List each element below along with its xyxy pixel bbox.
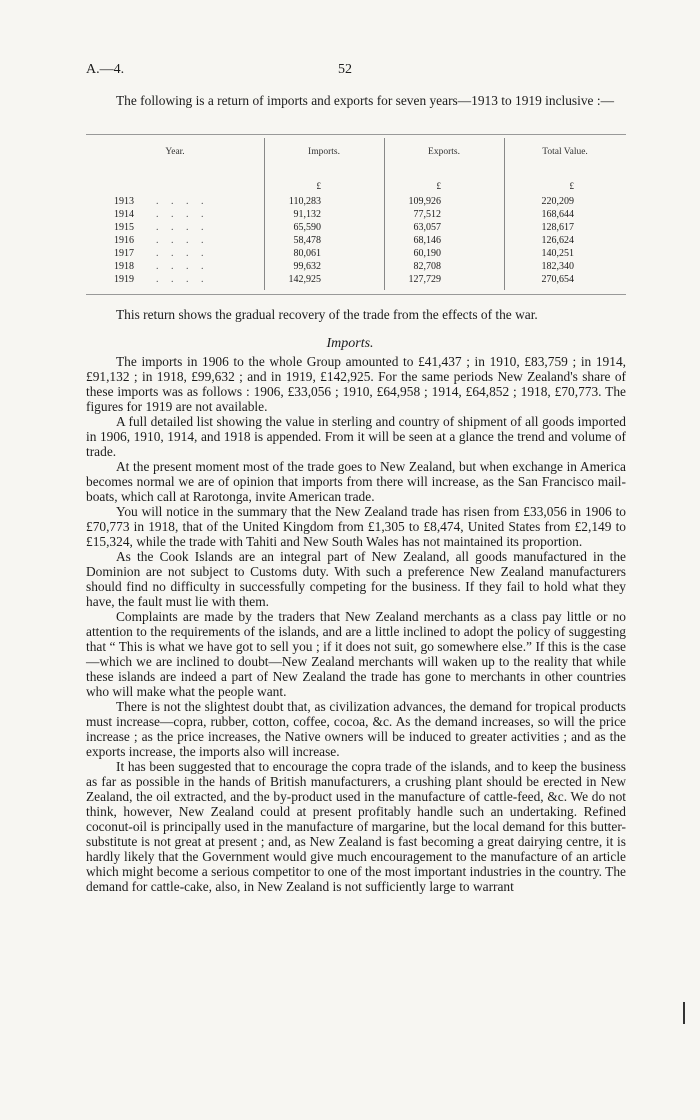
table-row — [86, 235, 626, 247]
table-top-rule — [86, 134, 626, 135]
table-row — [86, 222, 626, 234]
row-total: 182,340 — [541, 261, 574, 272]
row-total: 140,251 — [541, 248, 574, 259]
row-leader: . . . . — [156, 274, 209, 285]
page-number: 52 — [338, 62, 352, 77]
row-exports: 68,146 — [413, 235, 441, 246]
row-total: 126,624 — [541, 235, 574, 246]
row-leader: . . . . — [156, 209, 209, 220]
paragraph: The imports in 1906 to the whole Group amounted to £41,437 ; in 1910, £83,759 ; in 1914, £91,132 ; in 1918, £99,632 ; and in 1919, £142,925. For the same periods New Zealand's share of these imports was as follows : 1906, £33,056 ; 1910, £64,958 ; 1914, £64,852 ; 1918, £70,773. The figures for 1919 are not available. — [86, 354, 626, 414]
row-leader: . . . . — [156, 261, 209, 272]
table-row — [86, 196, 626, 208]
row-leader: . . . . — [156, 222, 209, 233]
paragraph: At the present moment most of the trade goes to New Zealand, but when exchange in America becomes normal we are of opinion that imports from there will increase, as the San Francisco mail-boats, which call at Rarotonga, invite American trade. — [86, 459, 626, 504]
row-imports: 58,478 — [293, 235, 321, 246]
row-year: 1915 — [114, 222, 134, 233]
row-year: 1917 — [114, 248, 134, 259]
unit-exports: £ — [436, 181, 441, 191]
header-imports: Imports. — [308, 147, 340, 157]
imports-body — [86, 354, 626, 894]
intro-text: The following is a return of imports and exports for seven years—1913 to 1919 inclusive :— — [116, 93, 614, 108]
trade-table — [86, 134, 626, 298]
row-leader: . . . . — [156, 196, 209, 207]
row-leader: . . . . — [156, 235, 209, 246]
row-year: 1913 — [114, 196, 134, 207]
row-exports: 82,708 — [413, 261, 441, 272]
table-bottom-rule — [86, 294, 626, 295]
paragraph: As the Cook Islands are an integral part of New Zealand, all goods manufactured in the Dominion are not subject to Customs duty. With such a preference New Zealand manufacturers should find no difficulty in successfully competing for the business. If they fail to hold what they have, the fault must lie with them. — [86, 549, 626, 609]
paragraph: There is not the slightest doubt that, as civilization advances, the demand for tropical products must increase—copra, rubber, cotton, coffee, cocoa, &c. As the demand increases, so will the price increase ; as the price increases, the Native owners will be induced to greater activities ; and as the exports increase, the imports also will increase. — [86, 699, 626, 759]
table-row — [86, 209, 626, 221]
row-year: 1919 — [114, 274, 134, 285]
row-year: 1914 — [114, 209, 134, 220]
row-total: 168,644 — [541, 209, 574, 220]
row-exports: 109,926 — [408, 196, 441, 207]
table-row — [86, 261, 626, 273]
unit-imports: £ — [316, 181, 321, 191]
table-row — [86, 274, 626, 286]
row-exports: 77,512 — [413, 209, 441, 220]
row-total: 128,617 — [541, 222, 574, 233]
row-imports: 91,132 — [293, 209, 321, 220]
row-imports: 110,283 — [288, 196, 321, 207]
recovery-note: This return shows the gradual recovery of the trade from the effects of the war. — [116, 307, 538, 322]
row-year: 1918 — [114, 261, 134, 272]
paragraph: Complaints are made by the traders that New Zealand merchants as a class pay little or no attention to the requirements of the islands, and are a little inclined to adopt the policy of suggesting that “ This is what we have got to sell you ; if it does not suit, go somewhere else.” If this is the case—which we are inclined to doubt—New Zealand merchants will waken up to the reality that while these islands are indeed a part of New Zealand the trade has gone to merchants in other countries who will make what the people want. — [86, 609, 626, 699]
section-heading-imports: Imports. — [326, 336, 374, 351]
row-imports: 99,632 — [293, 261, 321, 272]
row-year: 1916 — [114, 235, 134, 246]
row-imports: 80,061 — [293, 248, 321, 259]
row-imports: 65,590 — [293, 222, 321, 233]
paragraph: It has been suggested that to encourage the copra trade of the islands, and to keep the business as far as possible in the hands of British manufacturers, a crushing plant should be erected in New Zealand, the oil extracted, and the by-product used in the manufacture of cattle-feed, &c. We do not think, however, New Zealand could at present profitably handle such an undertaking. Refined coconut-oil is principally used in the manufacture of margarine, but the local demand for this butter-substitute is not great at present ; and, as New Zealand is fast becoming a great dairying centre, it is hardly likely that the Government would give much encouragement to the manufacture of an article which might become a serious competitor to one of the most important industries in the country. The demand for cattle-cake, also, in New Zealand is not sufficiently large to warrant — [86, 759, 626, 894]
table-row — [86, 248, 626, 260]
row-total: 270,654 — [541, 274, 574, 285]
row-exports: 63,057 — [413, 222, 441, 233]
header-total-value: Total Value. — [542, 147, 588, 157]
row-exports: 60,190 — [413, 248, 441, 259]
unit-total: £ — [569, 181, 574, 191]
paragraph: A full detailed list showing the value in sterling and country of shipment of all goods imported in 1906, 1910, 1914, and 1918 is appended. From it will be seen at a glance the trend and volume of trade. — [86, 414, 626, 459]
header-year: Year. — [165, 147, 185, 157]
paragraph: You will notice in the summary that the New Zealand trade has risen from £33,056 in 1906 to £70,773 in 1918, that of the United Kingdom from £1,305 to £8,474, United States from £2,149 to £15,324, while the trade with Tahiti and New South Wales has not maintained its proportion. — [86, 504, 626, 549]
row-total: 220,209 — [541, 196, 574, 207]
row-imports: 142,925 — [288, 274, 321, 285]
row-leader: . . . . — [156, 248, 209, 259]
header-exports: Exports. — [428, 147, 460, 157]
report-reference: A.—4. — [86, 62, 125, 77]
margin-mark — [683, 1002, 685, 1024]
row-exports: 127,729 — [408, 274, 441, 285]
